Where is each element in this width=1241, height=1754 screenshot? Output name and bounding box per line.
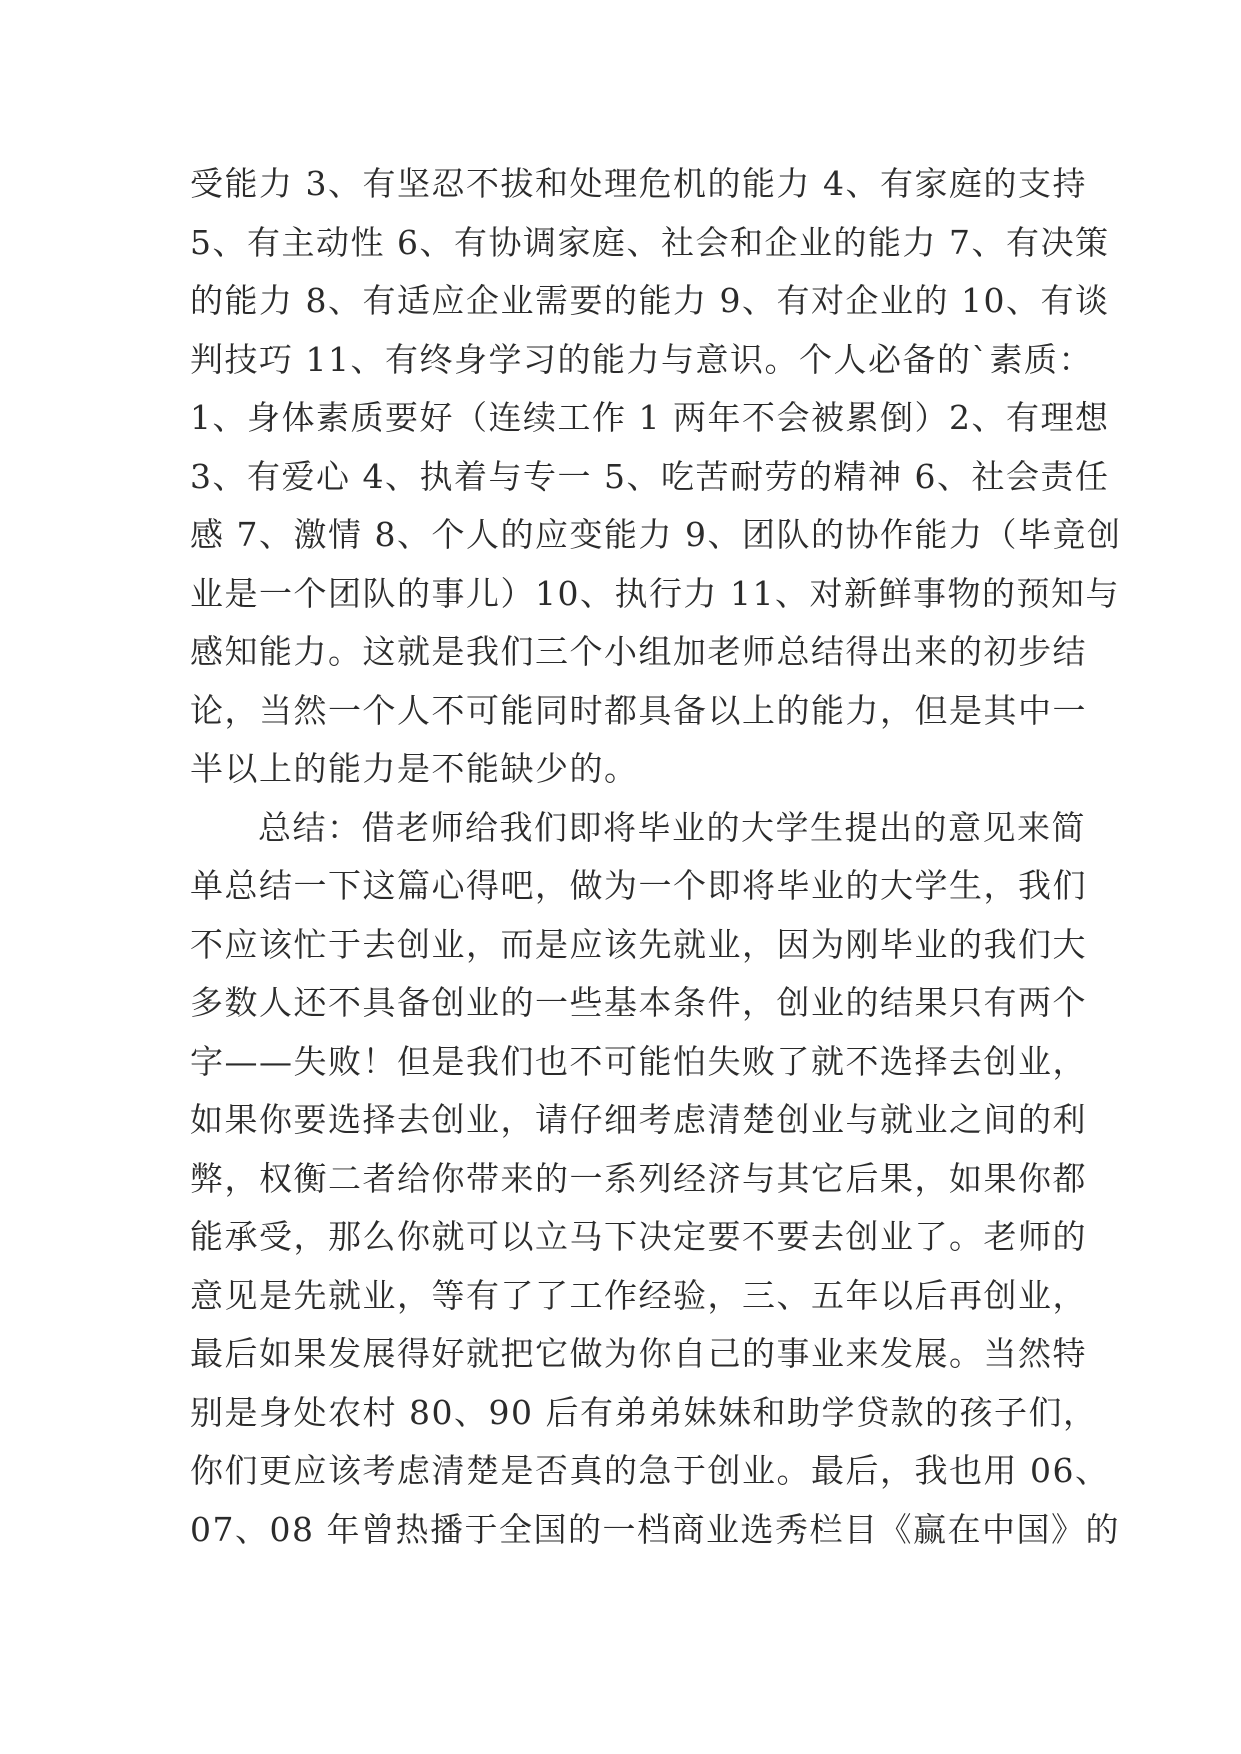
- text-line: 半以上的能力是不能缺少的。: [190, 749, 639, 788]
- text-line: 字——失败！但是我们也不可能怕失败了就不选择去创业，: [190, 1041, 1087, 1081]
- text-line: 判技巧 11、有终身学习的能力与意识。个人必备的`素质：: [190, 339, 1093, 379]
- text-line: 如果你要选择去创业，请仔细考虑清楚创业与就业之间的利: [190, 1100, 1087, 1139]
- text-line: 单总结一下这篇心得吧，做为一个即将毕业的大学生，我们: [190, 866, 1087, 905]
- text-line: 弊，权衡二者给你带来的一系列经济与其它后果，如果你都: [190, 1158, 1087, 1198]
- text-line: 感 7、激情 8、个人的应变能力 9、团队的协作能力（毕竟创: [190, 515, 1122, 554]
- text-line: 的能力 8、有适应企业需要的能力 9、有对企业的 10、有谈: [190, 281, 1110, 320]
- text-line: 能承受，那么你就可以立马下决定要不要去创业了。老师的: [190, 1217, 1087, 1256]
- text-line: 1、身体素质要好（连续工作 1 两年不会被累倒）2、有理想: [190, 398, 1110, 437]
- text-line: 论，当然一个人不可能同时都具备以上的能力，但是其中一: [190, 690, 1087, 730]
- text-line: 最后如果发展得好就把它做为你自己的事业来发展。当然特: [190, 1334, 1087, 1373]
- text-line: 3、有爱心 4、执着与专一 5、吃苦耐劳的精神 6、社会责任: [190, 456, 1110, 496]
- text-line: 感知能力。这就是我们三个小组加老师总结得出来的初步结: [190, 632, 1087, 671]
- text-line: 07、08 年曾热播于全国的一档商业选秀栏目《赢在中国》的: [190, 1509, 1120, 1549]
- text-line: 不应该忙于去创业，而是应该先就业，因为刚毕业的我们大: [190, 924, 1087, 964]
- text-line: 受能力 3、有坚忍不拔和处理危机的能力 4、有家庭的支持: [190, 164, 1087, 203]
- text-line: 5、有主动性 6、有协调家庭、社会和企业的能力 7、有决策: [190, 222, 1110, 262]
- text-line: 业是一个团队的事儿）10、执行力 11、对新鲜事物的预知与: [190, 573, 1120, 613]
- document-body: [190, 155, 1122, 1559]
- text-line: 意见是先就业，等有了了工作经验，三、五年以后再创业，: [190, 1275, 1087, 1315]
- text-line: 别是身处农村 80、90 后有弟弟妹妹和助学贷款的孩子们，: [190, 1392, 1098, 1432]
- paragraph-start-line: 总结：借老师给我们即将毕业的大学生提出的意见来简: [258, 807, 1086, 847]
- text-line: 多数人还不具备创业的一些基本条件，创业的结果只有两个: [190, 983, 1087, 1022]
- text-line: 你们更应该考虑清楚是否真的急于创业。最后，我也用 06、: [190, 1451, 1110, 1490]
